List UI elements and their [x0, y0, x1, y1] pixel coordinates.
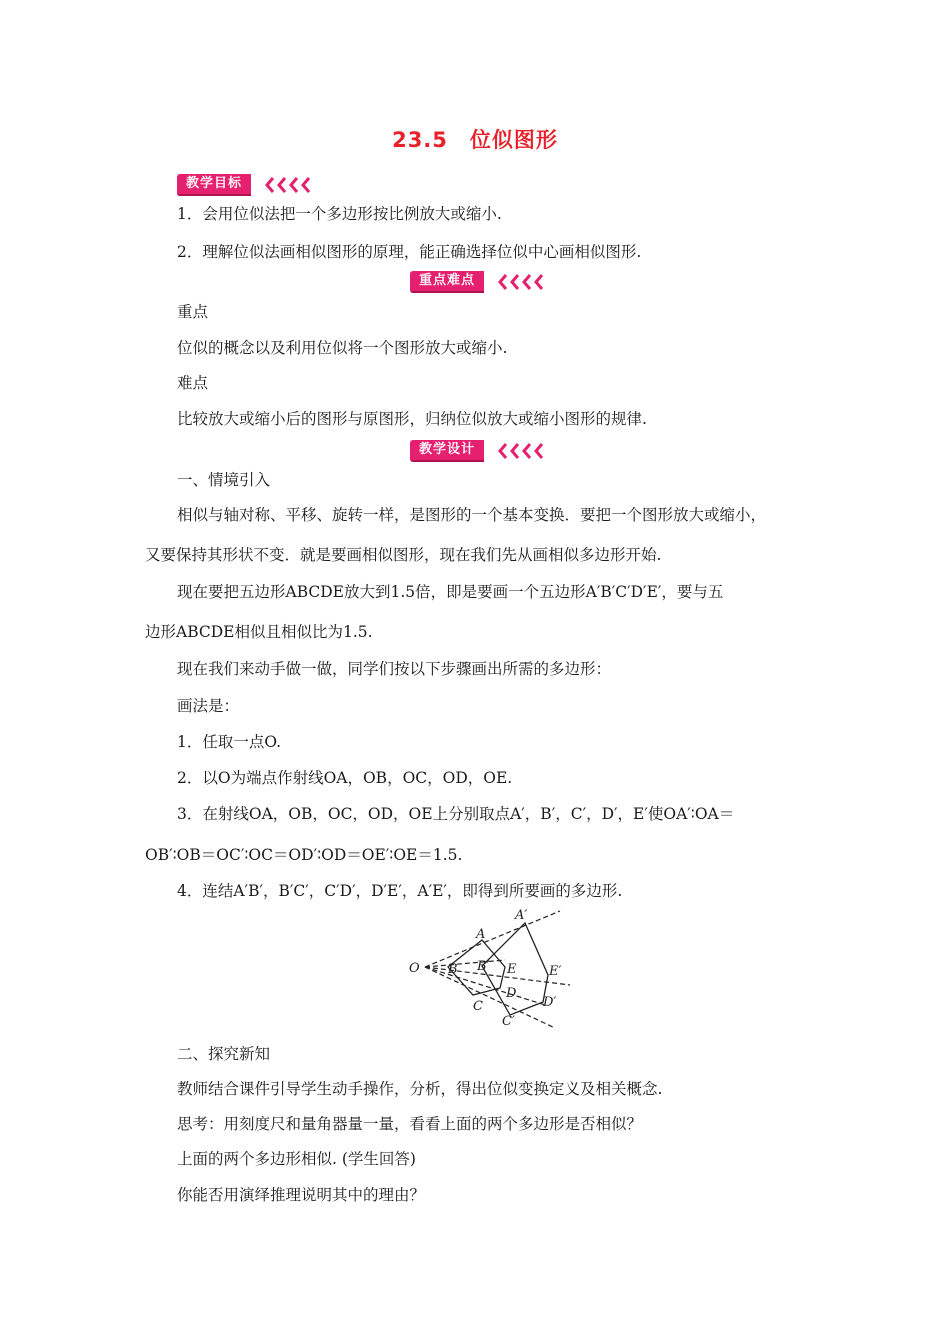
- chevron-left-icon: [277, 177, 287, 193]
- label-e-prime: E′: [549, 964, 562, 979]
- paragraph-2a: 现在要把五边形ABCDE放大到1.5倍，即是要画一个五边形A′B′C′D′E′，要与五: [177, 583, 724, 601]
- hard-label: 难点: [177, 374, 209, 392]
- step-1: 1．任取一点O.: [177, 733, 282, 751]
- key-text: 位似的概念以及利用位似将一个图形放大或缩小.: [177, 339, 508, 357]
- chevron-left-icon: [510, 443, 520, 459]
- paragraph-1b: 又要保持其形状不变．就是要画相似图形，现在我们先从画相似多边形开始.: [145, 546, 662, 564]
- label-a: A: [476, 927, 486, 942]
- step-3a: 3．在射线OA，OB，OC，OD，OE上分别取点A′，B′，C′，D′，E′使OA′∶OA＝: [177, 805, 735, 823]
- question-4: 你能否用演绎推理说明其中的理由？: [177, 1186, 426, 1204]
- step-2: 2．以O为端点作射线OA，OB，OC，OD，OE.: [177, 769, 513, 787]
- label-d: D: [506, 986, 517, 1001]
- banner-teaching-goals: [177, 173, 311, 197]
- paragraph-3: 现在我们来动手做一做，同学们按以下步骤画出所需的多边形：: [177, 660, 612, 678]
- label-e: E: [507, 962, 517, 977]
- ray-ob: [425, 960, 505, 967]
- homothety-diagram: [405, 900, 575, 1030]
- chevron-left-icon: [534, 443, 544, 459]
- ray-oa: [425, 911, 560, 967]
- chevron-left-icon: [265, 177, 275, 193]
- hard-text: 比较放大或缩小后的图形与原图形，归纳位似放大或缩小图形的规律.: [177, 410, 647, 428]
- label-d-prime: D′: [543, 995, 557, 1010]
- step-3b: OB′∶OB＝OC′∶OC＝OD′∶OD＝OE′∶OE＝1.5.: [145, 846, 463, 864]
- banner-label: 教学目标: [177, 174, 251, 196]
- chevron-left-icon: [498, 443, 508, 459]
- key-label: 重点: [177, 303, 209, 321]
- method-label: 画法是：: [177, 697, 240, 715]
- label-b: B: [448, 962, 458, 977]
- banner-teaching-design: [410, 439, 544, 463]
- label-c: C: [473, 999, 483, 1014]
- chevron-left-icon: [510, 274, 520, 290]
- banner-label: 教学设计: [410, 440, 484, 462]
- banner-label: 重点难点: [410, 271, 484, 293]
- label-c-prime: C′: [502, 1014, 515, 1029]
- chevron-left-icon: [522, 274, 532, 290]
- label-o: O: [409, 961, 420, 976]
- chevron-left-icon: [301, 177, 311, 193]
- label-a-prime: A′: [515, 908, 528, 923]
- banner-key-points: [410, 270, 544, 294]
- chevron-left-icon: [522, 443, 532, 459]
- paragraph-1a: 相似与轴对称、平移、旋转一样，是图形的一个基本变换．要把一个图形放大或缩小，: [177, 506, 767, 524]
- chevron-left-icon: [534, 274, 544, 290]
- ray-oc: [425, 967, 555, 1028]
- title-number: 23.5: [392, 128, 448, 152]
- question-1: 教师结合课件引导学生动手操作，分析，得出位似变换定义及相关概念.: [177, 1080, 663, 1098]
- page-title: [0, 124, 950, 154]
- section-2-heading: 二、探究新知: [177, 1045, 271, 1063]
- section-1-heading: 一、情境引入: [177, 471, 271, 489]
- question-2: 思考：用刻度尺和量角器量一量，看看上面的两个多边形是否相似？: [177, 1115, 643, 1133]
- chevron-left-icon: [289, 177, 299, 193]
- goal-2: 2．理解位似法画相似图形的原理，能正确选择位似中心画相似图形.: [177, 243, 642, 261]
- paragraph-2b: 边形ABCDE相似且相似比为1.5.: [145, 623, 373, 641]
- question-3: 上面的两个多边形相似. (学生回答): [177, 1150, 416, 1168]
- step-4: 4．连结A′B′，B′C′，C′D′，D′E′，A′E′，即得到所要画的多边形.: [177, 882, 623, 900]
- label-b-prime: B′: [477, 959, 490, 974]
- goal-1: 1．会用位似法把一个多边形按比例放大或缩小.: [177, 205, 502, 223]
- title-text: 位似图形: [469, 128, 558, 152]
- chevron-left-icon: [498, 274, 508, 290]
